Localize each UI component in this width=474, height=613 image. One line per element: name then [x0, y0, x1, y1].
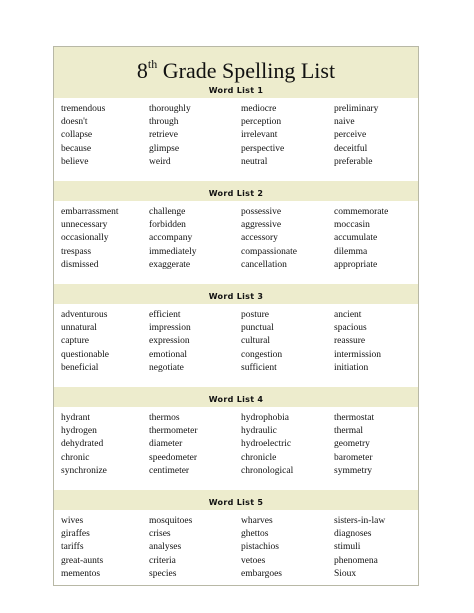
word-list-section: [54, 496, 418, 593]
spelling-word: barometer: [334, 452, 373, 463]
spelling-word: sufficient: [241, 362, 277, 373]
spelling-word: hydraulic: [241, 426, 277, 437]
spelling-word: spacious: [334, 323, 367, 334]
spelling-word: glimpse: [149, 143, 180, 154]
spelling-word: embargoes: [241, 568, 282, 579]
spelling-word: beneficial: [61, 362, 99, 373]
spelling-word: diameter: [149, 439, 183, 450]
word-grid: [54, 510, 418, 593]
word-column: [149, 412, 241, 490]
spelling-word: posture: [241, 310, 269, 320]
title-grade-number: 8: [136, 58, 148, 83]
spelling-word: mementos: [61, 568, 101, 579]
spelling-word: punctual: [241, 323, 274, 334]
spelling-word: synchronize: [61, 465, 107, 476]
spelling-word: centimeter: [149, 465, 190, 476]
word-grid: [54, 304, 418, 387]
word-column: [149, 206, 241, 284]
spelling-word: retrieve: [149, 130, 179, 141]
spelling-word: cultural: [241, 336, 271, 347]
spelling-word: neutral: [241, 156, 268, 167]
spelling-word: initiation: [334, 362, 369, 373]
spelling-word: hydrophobia: [241, 413, 290, 423]
word-list-heading: Word List 3: [54, 290, 418, 304]
spelling-word: dilemma: [334, 246, 368, 257]
spelling-word: chronological: [241, 465, 294, 476]
spelling-word: diagnoses: [334, 529, 372, 540]
title-ordinal-suffix: th: [147, 57, 158, 71]
spelling-word: ancient: [334, 310, 362, 320]
spelling-word: pistachios: [241, 542, 279, 553]
spelling-word: preferable: [334, 156, 373, 167]
spelling-word: stimuli: [334, 542, 361, 553]
spelling-word: accompany: [149, 233, 193, 244]
spelling-word: adventurous: [61, 310, 108, 320]
spelling-word: hydroelectric: [241, 439, 292, 450]
spelling-word: dehydrated: [61, 439, 104, 450]
title-text: Grade Spelling List: [157, 58, 336, 83]
spelling-word: impression: [149, 323, 191, 334]
spelling-word: immediately: [149, 246, 197, 257]
spelling-word: dismissed: [61, 259, 99, 270]
word-list-section: [54, 84, 418, 181]
spelling-word: questionable: [61, 349, 110, 360]
spelling-word: mosquitoes: [149, 516, 193, 526]
spelling-word: vetoes: [241, 555, 266, 566]
word-column: [149, 515, 241, 593]
word-column: [61, 309, 149, 387]
spelling-word: believe: [61, 156, 89, 167]
word-list-heading: Word List 1: [54, 84, 418, 98]
word-column: [334, 309, 425, 387]
word-column: [61, 206, 149, 284]
spelling-word: ghettos: [241, 529, 269, 540]
spelling-word: intermission: [334, 349, 381, 360]
spelling-word: wives: [61, 516, 84, 526]
word-column: [334, 412, 425, 490]
spelling-word: forbidden: [149, 220, 186, 231]
spelling-word: congestion: [241, 349, 283, 360]
spelling-word: giraffes: [61, 529, 90, 540]
spelling-word: compassionate: [241, 246, 297, 257]
spelling-word: accumulate: [334, 233, 378, 244]
spelling-word: phenomena: [334, 555, 378, 566]
spelling-word: trespass: [61, 246, 92, 257]
spelling-word: weird: [149, 156, 171, 167]
spelling-word: reassure: [334, 336, 366, 347]
spelling-word: analyses: [149, 542, 182, 553]
spelling-word: expression: [149, 336, 190, 347]
spelling-word: tariffs: [61, 542, 84, 553]
spelling-word: crises: [149, 529, 171, 540]
word-column: [241, 309, 334, 387]
spelling-word: hydrogen: [61, 426, 97, 437]
spelling-word: capture: [61, 336, 89, 347]
spelling-word: occasionally: [61, 233, 109, 244]
word-list-section: [54, 290, 418, 387]
spelling-word: collapse: [61, 130, 93, 141]
spelling-word: naive: [334, 117, 355, 128]
word-column: [241, 103, 334, 181]
spelling-word: thermal: [334, 426, 364, 437]
word-column: [149, 309, 241, 387]
spelling-word: unnatural: [61, 323, 97, 334]
spelling-list-sheet: [53, 46, 419, 586]
spelling-word: hydrant: [61, 413, 91, 423]
word-list-heading: Word List 2: [54, 187, 418, 201]
word-grid: [54, 98, 418, 181]
spelling-word: possessive: [241, 207, 282, 217]
spelling-word: geometry: [334, 439, 370, 450]
spelling-word: efficient: [149, 310, 181, 320]
word-column: [61, 412, 149, 490]
spelling-word: thermostat: [334, 413, 375, 423]
spelling-word: unnecessary: [61, 220, 108, 231]
spelling-word: perspective: [241, 143, 285, 154]
spelling-word: doesn't: [61, 117, 88, 128]
spelling-word: appropriate: [334, 259, 378, 270]
word-lists: [54, 84, 418, 593]
spelling-word: tremendous: [61, 104, 106, 114]
spelling-word: embarrassment: [61, 207, 119, 217]
word-column: [61, 515, 149, 593]
word-column: [334, 103, 425, 181]
spelling-word: exaggerate: [149, 259, 191, 270]
spelling-word: mediocre: [241, 104, 277, 114]
page-title: [54, 47, 418, 84]
spelling-word: because: [61, 143, 92, 154]
word-column: [241, 206, 334, 284]
spelling-word: perception: [241, 117, 282, 128]
word-list-section: [54, 187, 418, 284]
spelling-word: chronicle: [241, 452, 277, 463]
word-column: [241, 515, 334, 593]
word-grid: [54, 407, 418, 490]
spelling-word: criteria: [149, 555, 176, 566]
spelling-word: chronic: [61, 452, 90, 463]
spelling-word: preliminary: [334, 104, 379, 114]
spelling-word: wharves: [241, 516, 273, 526]
spelling-word: speedometer: [149, 452, 198, 463]
spelling-word: Sioux: [334, 568, 357, 579]
spelling-word: moccasin: [334, 220, 370, 231]
word-column: [61, 103, 149, 181]
spelling-word: emotional: [149, 349, 187, 360]
spelling-word: aggressive: [241, 220, 282, 231]
spelling-word: commemorate: [334, 207, 389, 217]
word-list-heading: Word List 4: [54, 393, 418, 407]
spelling-word: species: [149, 568, 177, 579]
spelling-word: accessory: [241, 233, 278, 244]
spelling-word: negotiate: [149, 362, 184, 373]
spelling-word: irrelevant: [241, 130, 278, 141]
spelling-word: sisters-in-law: [334, 516, 386, 526]
word-column: [334, 515, 425, 593]
spelling-word: challenge: [149, 207, 186, 217]
spelling-word: thermos: [149, 413, 180, 423]
spelling-word: thermometer: [149, 426, 198, 437]
spelling-word: deceitful: [334, 143, 368, 154]
spelling-word: symmetry: [334, 465, 372, 476]
spelling-word: thoroughly: [149, 104, 191, 114]
word-column: [241, 412, 334, 490]
spelling-word: perceive: [334, 130, 367, 141]
spelling-word: through: [149, 117, 179, 128]
word-list-heading: Word List 5: [54, 496, 418, 510]
word-column: [334, 206, 425, 284]
spelling-word: cancellation: [241, 259, 287, 270]
spelling-word: great-aunts: [61, 555, 104, 566]
word-list-section: [54, 393, 418, 490]
word-grid: [54, 201, 418, 284]
word-column: [149, 103, 241, 181]
